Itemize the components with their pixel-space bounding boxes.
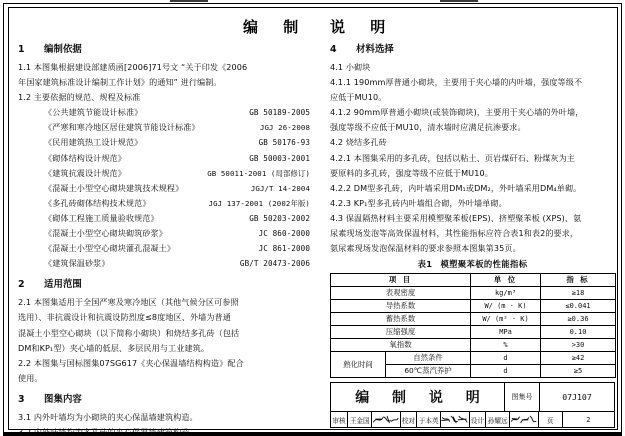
standard-code: GB 50203-2002 — [249, 213, 310, 223]
table-caption — [330, 258, 615, 270]
standard-row — [44, 256, 310, 271]
section-2-para-1-line-2: 选用）、非抗震设计和抗震设防烈度≤8度地区、外墙为普通 — [18, 312, 231, 323]
table-header-row — [331, 274, 616, 287]
section-4-2-3: 4.2.3 KP₁型多孔砖内叶墙组合砌，外叶墙单砌。 — [330, 197, 507, 208]
table-header-unit: 单 位 — [471, 274, 541, 287]
section-2-para-2-line-2: 使用。 — [18, 372, 43, 383]
section-2-label: 适用范围 — [44, 279, 82, 291]
section-3-number: 3 — [18, 393, 25, 405]
drawing-name: 编 制 说 明 — [355, 390, 489, 406]
table-cell-subitem: 自然条件 — [386, 352, 471, 365]
table-cell-item: 表观密度 — [331, 287, 471, 300]
standard-row — [44, 226, 310, 241]
atlas-number-label: 图集号 — [504, 383, 539, 411]
top-edge-tick-right — [440, 0, 478, 2]
standard-row — [44, 241, 310, 256]
section-4-2-1-line-2: 要原料的多孔砖，强度等级不应低于MU10。 — [330, 167, 493, 178]
table-row — [331, 352, 616, 365]
section-4-3-line-2: 尿素现场发泡等高效保温材料，其性能指标应符合表1和表2的要求， — [330, 228, 579, 239]
section-4-1-2-line-2: 强度等级不应低于MU10，清水墙时应满足抗渗要求。 — [330, 122, 526, 133]
standard-name: 《公共建筑节能设计标准》 — [44, 107, 143, 118]
table-row — [331, 326, 616, 339]
section-1-para-1-line-1: 1.1 本图集根据建设部建质函[2006]71号文 “关于印发《2006 — [18, 62, 248, 72]
table-row — [331, 300, 616, 313]
standard-row — [44, 105, 310, 120]
table-row — [331, 339, 616, 352]
section-2-title — [18, 277, 310, 293]
person-name-checker: 于本英 — [416, 412, 440, 427]
table-header-index: 指 标 — [541, 274, 616, 287]
table-cell-value: 0.10 — [541, 326, 616, 339]
section-4-1-heading: 4.1 小砌块 — [330, 62, 371, 72]
standard-name: 《混凝土小型空心砌块灌孔混凝土》 — [44, 243, 176, 254]
standard-code: GB 50011-2001 (局部修订) — [207, 168, 310, 178]
section-1-para-2: 1.2 主要依据的规范、规程及标准 — [18, 92, 141, 103]
table-cell-unit: % — [471, 339, 541, 352]
performance-table-block — [330, 258, 615, 378]
section-3-para-1: 3.1 内外叶墙均为小砌块的夹心保温墙建筑构造。 — [18, 411, 198, 422]
section-1-para-1-line-2: 年国家建筑标准设计编制工作计划》的通知” 进行编制。 — [18, 77, 222, 88]
section-2-para-2-line-1: 2.2 本图集与国标图集07SG617《夹心保温墙结构构造》配合 — [18, 357, 244, 368]
section-2-para-1-line-4: DM和KP₁型）夹心墙的低层、多层民用与工业建筑。 — [18, 342, 210, 353]
table-cell-item: 压缩强度 — [331, 326, 471, 339]
table-cell-value: ≥5 — [541, 365, 616, 378]
page-label: 页 — [538, 412, 562, 427]
left-text-column — [18, 36, 310, 436]
standard-name: 《民用建筑热工设计规范》 — [44, 137, 143, 148]
section-2-para-1-line-3: 混凝土小型空心砌块（以下简称小砌块）和烧结多孔砖（包括 — [18, 327, 240, 338]
section-2-number: 2 — [18, 279, 25, 291]
section-4-2-2: 4.2.2 DM型多孔砖，内叶墙采用DM₁或DM₂，外叶墙采用DM₄单砌。 — [330, 182, 582, 193]
standard-name: 《建筑抗震设计规范》 — [44, 167, 126, 178]
table-row — [331, 313, 616, 326]
table-cell-unit: d — [471, 352, 541, 365]
role-label-reviewer: 审核 — [332, 416, 346, 425]
person-name-designer: 孙耀远 — [485, 412, 509, 427]
table-cell-value: ≥42 — [541, 352, 616, 365]
table-row — [331, 287, 616, 300]
role-label-checker: 校对 — [400, 412, 416, 427]
table-cell-value: ≥18 — [541, 287, 616, 300]
atlas-number-value: 07J107 — [539, 383, 614, 411]
person-name-reviewer: 王金国 — [347, 412, 371, 427]
section-3-label: 图集内容 — [44, 393, 82, 405]
section-3-title — [18, 392, 310, 408]
right-text-column — [330, 36, 618, 256]
section-2-para-1-line-1: 2.1 本图集适用于全国严寒及寒冷地区（其他气候分区可参照 — [18, 297, 239, 308]
standard-code: JC 860-2000 — [258, 229, 310, 239]
standard-row — [44, 166, 310, 181]
section-4-1-2-line-1: 4.1.2 90mm厚普通小砌块(或装饰砌块)，主要用于夹心墙的外叶墙， — [330, 107, 584, 118]
table-cell-value: ≥0.36 — [541, 313, 616, 326]
section-4-title — [330, 42, 618, 58]
standard-name: 《混凝土小型空心砌块砌筑砂浆》 — [44, 228, 167, 239]
section-3-para-2: 3.2 内外叶墙均为多孔砖的夹心保温墙建筑构造。 — [18, 426, 198, 436]
top-edge-tick-left — [170, 0, 208, 2]
standard-row — [44, 196, 310, 211]
standard-name: 《多孔砖砌体结构技术规范》 — [44, 197, 151, 208]
performance-table — [330, 273, 616, 378]
section-4-3-line-3: 氨尿素现场发泡保温材料的要求参照本图集第35页。 — [330, 243, 521, 254]
section-4-1-1-line-2: 应低于MU10。 — [330, 92, 387, 103]
standard-name: 《砌体工程施工质量验收规范》 — [44, 212, 159, 223]
standard-row — [44, 151, 310, 166]
standard-code: JGJ/T 14-2004 — [250, 183, 310, 193]
table-cell-unit: W/ (m² · K) — [471, 313, 541, 326]
standard-name: 《建筑保温砂浆》 — [44, 258, 110, 269]
standard-code: GB 50189-2005 — [249, 108, 310, 118]
table-cell-value: >30 — [541, 339, 616, 352]
standard-name: 《严寒和寒冷地区居住建筑节能设计标准》 — [44, 122, 200, 133]
table-cell-value: ≤0.041 — [541, 300, 616, 313]
table-number: 表1 — [417, 259, 433, 269]
table-cell-unit: W/ (m · K) — [471, 300, 541, 313]
table-cell-subitem: 60℃蒸汽养护 — [386, 365, 471, 378]
section-4-label: 材料选择 — [356, 44, 394, 55]
standard-code: GB 50003-2001 — [249, 153, 310, 163]
standard-row — [44, 120, 310, 135]
title-block-signature-row — [331, 412, 614, 428]
standard-row — [44, 181, 310, 196]
table-cell-unit: MPa — [471, 326, 541, 339]
standard-code: JGJ 26-2008 — [259, 123, 310, 133]
standard-row — [44, 211, 310, 226]
title-block — [330, 382, 615, 428]
table-cell-item: 导热系数 — [331, 300, 471, 313]
section-1-number: 1 — [18, 44, 25, 55]
page-title-left: 编 制 — [243, 18, 309, 36]
signature-mark-designer — [509, 412, 537, 427]
table-cell-unit: d — [471, 365, 541, 378]
table-title: 模塑聚苯板的性能指标 — [440, 259, 528, 269]
section-4-2-heading: 4.2 烧结多孔砖 — [330, 137, 387, 148]
role-label-designer: 设计 — [469, 412, 485, 427]
section-4-number: 4 — [330, 44, 337, 55]
table-cell-item-spanned: 熟化时间 — [331, 352, 386, 378]
section-4-1-1-line-1: 4.1.1 190mm厚普通小砌块，主要用于夹心墙的内叶墙，强度等级不 — [330, 77, 583, 88]
standard-name: 《混凝土小型空心砌块建筑技术规程》 — [44, 182, 184, 193]
title-block-main-row — [331, 383, 614, 412]
table-cell-unit: kg/m³ — [471, 287, 541, 300]
table-header-item: 项 目 — [331, 274, 471, 287]
standard-code: GB/T 20473-2006 — [239, 259, 310, 269]
section-1-title — [18, 42, 310, 58]
page-title-right: 说 明 — [330, 18, 396, 36]
section-4-2-1-line-1: 4.2.1 本图集采用的多孔砖，包括以粘土、页岩煤矸石、粉煤灰为主 — [330, 152, 576, 163]
standard-code: JC 861-2000 — [258, 244, 310, 254]
standard-name: 《砌体结构设计规范》 — [44, 152, 126, 163]
signature-mark-checker — [440, 412, 468, 427]
table-cell-item: 蓄热系数 — [331, 313, 471, 326]
signature-mark-reviewer — [371, 412, 399, 427]
page-number: 2 — [562, 412, 614, 427]
standard-row — [44, 135, 310, 150]
table-cell-item: 氧指数 — [331, 339, 471, 352]
standard-code: GB 50176-93 — [258, 138, 310, 148]
section-4-3-line-1: 4.3 保温隔热材料主要采用模塑聚苯板(EPS)、挤塑聚苯板 (XPS)、氨 — [330, 212, 582, 223]
standard-code: JGJ 137-2001 (2002年版) — [208, 198, 310, 208]
section-1-label: 编制依据 — [44, 44, 82, 55]
